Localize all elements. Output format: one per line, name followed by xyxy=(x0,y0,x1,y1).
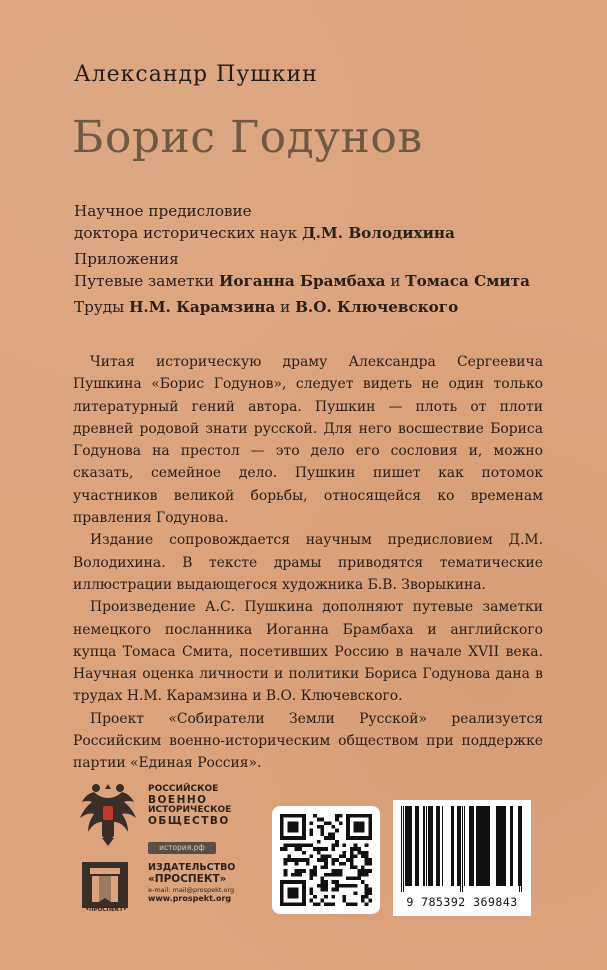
meta-bold: Томаса Смита xyxy=(405,272,530,290)
rvio-line: РОССИЙСКОЕ xyxy=(148,784,219,794)
book-title: Борис Годунов xyxy=(72,112,423,163)
meta-line-preface-author xyxy=(74,222,574,244)
isbn-barcode xyxy=(393,800,531,916)
qr-code-icon xyxy=(280,814,372,906)
meta-bold: В.О. Ключевского xyxy=(295,298,459,316)
prospekt-logo-icon xyxy=(82,862,128,908)
meta-text: и xyxy=(385,272,406,290)
meta-line-works xyxy=(74,296,574,318)
annotation-paragraph: Читая историческую драму Александра Сергеевича Пушкина «Борис Годунов», следует видеть не один только литературный гений автора. Пушкин — плоть от плоти древней родовой знати русской. Для него восшествие Бориса Годунова на престол — это дело его сословия и, можно сказать, семейное дело. Пушкин пишет как потомок участников великой борьбы, относящейся ко временам правления Годунова. xyxy=(73,354,543,527)
publisher-email: e-mail: mail@prospekt.org xyxy=(148,886,235,894)
annotation-paragraph: Издание сопровождается научным предисловием Д.М. Володихина. В тексте драмы приводятся тематические иллюстрации выдающегося художника Б.В. Зворыкина. xyxy=(73,532,543,593)
meta-bold: Д.М. Володихина xyxy=(302,224,455,242)
rvio-line: ИСТОРИЧЕСКОЕ xyxy=(148,805,232,815)
rvio-url-badge: история.рф xyxy=(148,842,216,854)
annotation-text xyxy=(73,351,543,775)
annotation-paragraph: Проект «Собиратели Земли Русской» реализуется Российским военно-историческим обществом при поддержке партии «Единая Россия». xyxy=(73,710,543,772)
author-name: Александр Пушкин xyxy=(74,62,318,87)
publisher-block xyxy=(76,860,276,916)
publisher-info xyxy=(148,862,235,904)
edition-info xyxy=(74,200,574,318)
annotation-paragraph: Произведение А.С. Пушкина дополняют путевые заметки немецкого посланника Иоганна Брамбаха и английского купца Томаса Смита, посетивших Россию в начале XVII века. Научная оценка личности и политики Бориса Годунова дана в трудах Н.М. Карамзина и В.О. Ключевского. xyxy=(73,599,543,705)
meta-bold: Иоганна Брамбаха xyxy=(219,272,386,290)
isbn-number: 9 785392 369843 xyxy=(406,895,518,909)
meta-text: Труды xyxy=(74,298,130,316)
meta-line-appendix: Приложения xyxy=(74,250,179,268)
meta-line-preface: Научное предисловие xyxy=(74,202,252,220)
meta-text: Путевые заметки xyxy=(74,272,220,290)
rvio-line: ОБЩЕСТВО xyxy=(148,814,230,827)
meta-text: и xyxy=(275,298,296,316)
publisher-name: «ПРОСПЕКТ» xyxy=(148,873,227,885)
rvio-logo-block xyxy=(76,780,276,860)
publisher-website: www.prospekt.org xyxy=(148,894,232,903)
double-headed-eagle-icon xyxy=(76,780,140,848)
meta-line-travel-notes xyxy=(74,270,574,292)
rvio-name xyxy=(148,784,231,826)
barcode-icon xyxy=(399,806,525,892)
meta-bold: Н.М. Карамзина xyxy=(129,298,276,316)
meta-text: доктора исторических наук xyxy=(74,224,303,242)
publisher-label: ИЗДАТЕЛЬСТВО xyxy=(148,862,236,873)
qr-code xyxy=(272,806,380,914)
rvio-line: ВОЕННО xyxy=(148,793,208,806)
publisher-logo-caption: •ПРОСПЕКТ• xyxy=(85,907,127,913)
